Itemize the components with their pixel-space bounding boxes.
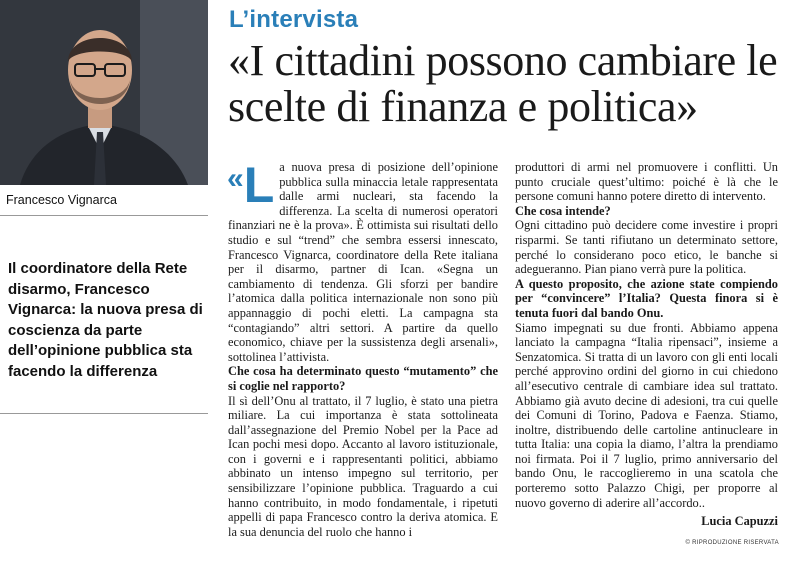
answer-1-continued: produttori di armi nel promuovere i conflitti. Un punto cruciale quest’ultimo: poiché è là che le persone comuni hanno potere diretto di intervento. bbox=[515, 160, 778, 204]
drop-cap-letter: L bbox=[243, 157, 275, 213]
answer-3: Siamo impegnati su due fronti. Abbiamo appena lanciato la campagna “Italia ripensaci”, insieme a Senzatomica. Si tratta di un lavoro con gli enti locali perché approvino ordini del giorno in cui chiedono all’esecutivo centrale di cambiare idea sul trattato. Abbiamo già avuto decine di adesioni, tra cui quelle dei Comuni di Torino, Padova e Faenza. Stiamo, inoltre, distribuendo delle cartoline antinucleare in tutta Italia: una copia la diamo, l’altra la prendiamo noi firmata. Poi il 7 luglio, primo anniversario del bando Onu, le raccoglieremo in una scatola che porteremo sotto Palazzo Chigi, per proporre al nuovo governo di aderire all’accordo.. bbox=[515, 320, 778, 510]
sidebar-summary: Il coordinatore della Rete disarmo, Francesco Vignarca: la nuova presa di coscienza da parte dell’opinione pubblica sta facendo la differenza bbox=[8, 260, 203, 380]
paragraph-intro: a nuova presa di posizione dell’opinione pubblica sulla minaccia letale rappresentata dalle armi nucleari, sta facendo la differenza. La scelta di numerosi operatori finanziari ne è la prova». È ottimista sui risultati dello studio e sul “trend” che sembra essersi innescato, Francesco Vignarca, coordinatore della Rete italiana per il disarmo, partner di Ican. «Segna un cambiamento di tendenza. Gli sforzi per bandire l’atomica dalla politica internazionale non sono più appannaggio di pochi eletti. La campagna sta “contagiando” altri settori. A partire da quello economico, chiave per la sussistenza degli arsenali», sottolinea l’attivista. bbox=[228, 160, 498, 364]
divider bbox=[0, 215, 208, 216]
answer-2: Ogni cittadino può decidere come investire i propri risparmi. Se tanti rifiutano un determinato settore, perché lo considerano poco etico, le banche si adegueranno. Pian piano verrà pure la politica. bbox=[515, 218, 778, 277]
portrait-illustration bbox=[0, 0, 208, 185]
article-headline: «I cittadini possono cambiare le scelte di finanza e politica» bbox=[228, 36, 778, 131]
question-3: A questo proposito, che azione state compiendo per “convincere” l’Italia? Questa finora si è tenuta fuori dal bando Onu. bbox=[515, 276, 778, 320]
author-byline: Lucia Capuzzi bbox=[701, 514, 778, 529]
answer-1: Il sì dell’Onu al trattato, il 7 luglio, è stato una pietra miliare. La cui importanza è stata sottolineata dall’assegnazione del Premio Nobel per la Pace ad Ican pochi mesi dopo. Accanto al lavoro istituzionale, con i governi e i rappresentanti politici, abbiamo abbinato un intenso impegno sul territorio, per sensibilizzare l’opinione pubblica. Traguardo a cui hanno contribuito, in modo fondamentale, i ripetuti appelli di papa Francesco contro la deriva atomica. E la sua denuncia del ruolo che hanno i bbox=[228, 393, 498, 539]
question-2: Che cosa intende? bbox=[515, 203, 611, 218]
article-column-2 bbox=[515, 160, 778, 529]
question-1: Che cosa ha determinato questo “mutamento” che si coglie nel rapporto? bbox=[228, 364, 498, 393]
article-column-1 bbox=[227, 157, 498, 539]
drop-cap-quote: « bbox=[227, 162, 244, 195]
section-kicker: L’intervista bbox=[229, 6, 359, 33]
photo-caption: Francesco Vignarca bbox=[6, 193, 117, 207]
divider bbox=[0, 413, 208, 414]
copyright-notice: © RIPRODUZIONE RISERVATA bbox=[685, 540, 779, 546]
drop-cap bbox=[227, 157, 275, 213]
portrait-photo bbox=[0, 0, 208, 185]
